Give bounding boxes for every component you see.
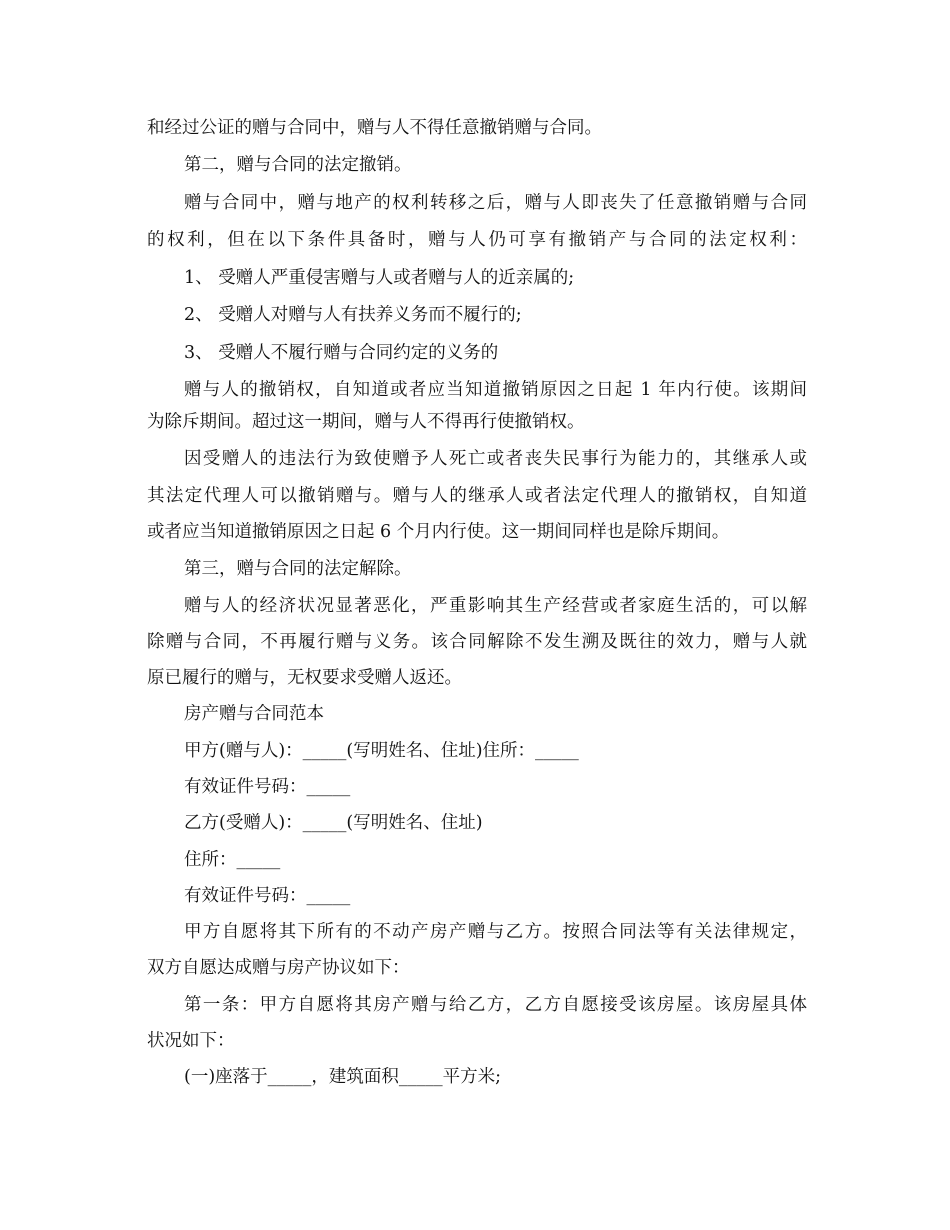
text-line: 原已履行的赠与，无权要求受赠人返还。 [147, 668, 462, 688]
text-line: 其法定代理人可以撤销赠与。赠与人的继承人或者法定代理人的撤销权，自知道 [147, 486, 807, 506]
text-line: 赠与合同中，赠与地产的权利转移之后，赠与人即丧失了任意撤销赠与合同 [184, 193, 807, 213]
party-b-address-field: 住所：_____ [184, 850, 281, 870]
party-b-id-field: 有效证件号码：_____ [184, 886, 351, 906]
section-heading: 第三，赠与合同的法定解除。 [184, 559, 412, 579]
text-line: 赠与人的撤销权，自知道或者应当知道撤销原因之日起 1 年内行使。该期间 [184, 380, 807, 400]
list-item: 1、 受赠人严重侵害赠与人或者赠与人的近亲属的; [184, 268, 575, 288]
party-a-field: 甲方(赠与人)：_____(写明姓名、住址)住所：_____ [184, 741, 579, 761]
text-line: 因受赠人的违法行为致使赠予人死亡或者丧失民事行为能力的，其继承人或 [184, 449, 807, 469]
contract-title: 房产赠与合同范本 [184, 704, 324, 724]
text-line: 除赠与合同，不再履行赠与义务。该合同解除不发生溯及既往的效力，赠与人就 [147, 632, 807, 652]
text-line: 甲方自愿将其下所有的不动产房产赠与乙方。按照合同法等有关法律规定， [184, 922, 807, 942]
text-line: 状况如下： [147, 1031, 235, 1051]
text-line: 和经过公证的赠与合同中，赠与人不得任意撤销赠与合同。 [147, 118, 602, 138]
party-a-id-field: 有效证件号码：_____ [184, 777, 351, 797]
text-line: 的权利，但在以下条件具备时，赠与人仍可享有撤销产与合同的法定权利： [147, 230, 807, 250]
text-line: 双方自愿达成赠与房产协议如下： [147, 958, 410, 978]
list-item: 2、 受赠人对赠与人有扶养义务而不履行的; [184, 305, 522, 325]
clause-line: 第一条：甲方自愿将其房产赠与给乙方，乙方自愿接受该房屋。该房屋具体 [184, 995, 807, 1015]
text-line: 或者应当知道撤销原因之日起 6 个月内行使。这一期间同样也是除斥期间。 [147, 522, 730, 542]
section-heading: 第二，赠与合同的法定撤销。 [184, 155, 412, 175]
text-line: 为除斥期间。超过这一期间，赠与人不得再行使撤销权。 [147, 412, 585, 432]
party-b-field: 乙方(受赠人)：_____(写明姓名、住址) [184, 813, 483, 833]
clause-item: (一)座落于_____，建筑面积_____平方米; [184, 1067, 502, 1087]
list-item: 3、 受赠人不履行赠与合同约定的义务的 [184, 343, 499, 363]
text-line: 赠与人的经济状况显著恶化，严重影响其生产经营或者家庭生活的，可以解 [184, 596, 807, 616]
